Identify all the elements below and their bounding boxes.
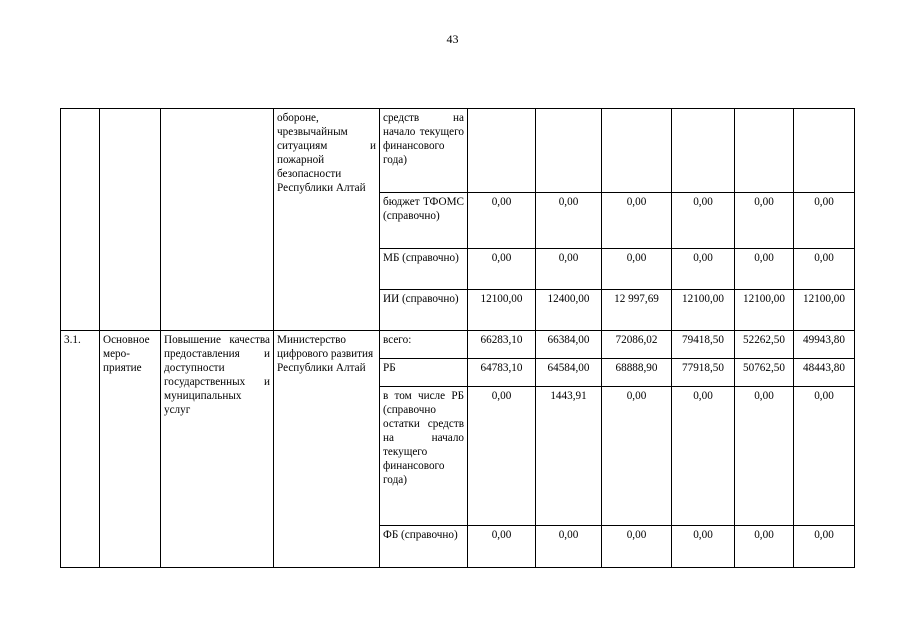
value-cell: 12100,00 — [794, 290, 855, 331]
value-cell — [468, 109, 536, 193]
value-cell: 64783,10 — [468, 359, 536, 387]
value-cell: 0,00 — [602, 249, 672, 290]
page-number: 43 — [446, 32, 459, 46]
value-cell: 0,00 — [468, 387, 536, 526]
value-cell: 0,00 — [672, 526, 735, 568]
value-cell: 0,00 — [602, 526, 672, 568]
item-type-cell: Основное меро- приятие — [100, 331, 161, 568]
number-cell — [61, 109, 100, 331]
value-cell: 64584,00 — [536, 359, 602, 387]
value-cell: 12400,00 — [536, 290, 602, 331]
budget-table — [60, 108, 855, 568]
value-cell: 72086,02 — [602, 331, 672, 359]
value-cell — [794, 109, 855, 193]
source-cell: РБ — [380, 359, 468, 387]
value-cell: 0,00 — [794, 526, 855, 568]
value-cell: 77918,50 — [672, 359, 735, 387]
value-cell: 79418,50 — [672, 331, 735, 359]
value-cell: 66384,00 — [536, 331, 602, 359]
item-number-cell: 3.1. — [61, 331, 100, 568]
value-cell: 0,00 — [468, 193, 536, 249]
source-cell: в том числе РБ (справочно остатки средств на начало текущего финансового года) — [380, 387, 468, 526]
value-cell — [536, 109, 602, 193]
value-cell: 50762,50 — [735, 359, 794, 387]
table-row — [61, 331, 855, 359]
value-cell: 0,00 — [672, 387, 735, 526]
value-cell — [602, 109, 672, 193]
value-cell: 0,00 — [602, 387, 672, 526]
value-cell: 52262,50 — [735, 331, 794, 359]
value-cell: 0,00 — [536, 249, 602, 290]
value-cell: 0,00 — [735, 193, 794, 249]
value-cell: 48443,80 — [794, 359, 855, 387]
source-cell: ИИ (справочно) — [380, 290, 468, 331]
source-cell: ФБ (справочно) — [380, 526, 468, 568]
value-cell: 0,00 — [672, 249, 735, 290]
value-cell: 12100,00 — [735, 290, 794, 331]
type-cell — [100, 109, 161, 331]
value-cell: 0,00 — [794, 193, 855, 249]
value-cell: 68888,90 — [602, 359, 672, 387]
executor-cell: обороне, чрезвычайным ситуациям и пожарной безопасности Республики Алтай — [274, 109, 380, 331]
value-cell — [735, 109, 794, 193]
value-cell: 0,00 — [735, 387, 794, 526]
value-cell: 0,00 — [536, 193, 602, 249]
value-cell: 0,00 — [794, 249, 855, 290]
value-cell: 49943,80 — [794, 331, 855, 359]
value-cell: 0,00 — [794, 387, 855, 526]
value-cell: 1443,91 — [536, 387, 602, 526]
value-cell: 12100,00 — [468, 290, 536, 331]
source-cell: бюджет ТФОМС (справочно) — [380, 193, 468, 249]
value-cell: 0,00 — [602, 193, 672, 249]
item-name-cell: Повышение качества предоставления и доступности государственных и муниципальных услуг — [161, 331, 274, 568]
value-cell: 0,00 — [468, 526, 536, 568]
name-cell — [161, 109, 274, 331]
value-cell: 0,00 — [735, 526, 794, 568]
source-cell: МБ (справочно) — [380, 249, 468, 290]
value-cell: 0,00 — [672, 193, 735, 249]
value-cell: 0,00 — [536, 526, 602, 568]
value-cell: 12 997,69 — [602, 290, 672, 331]
value-cell: 0,00 — [735, 249, 794, 290]
value-cell: 12100,00 — [672, 290, 735, 331]
item-executor-cell: Министерство цифрового развития Республики Алтай — [274, 331, 380, 568]
source-cell: всего: — [380, 331, 468, 359]
value-cell — [672, 109, 735, 193]
value-cell: 66283,10 — [468, 331, 536, 359]
source-cell: средств на начало текущего финансового года) — [380, 109, 468, 193]
value-cell: 0,00 — [468, 249, 536, 290]
table-row — [61, 109, 855, 193]
